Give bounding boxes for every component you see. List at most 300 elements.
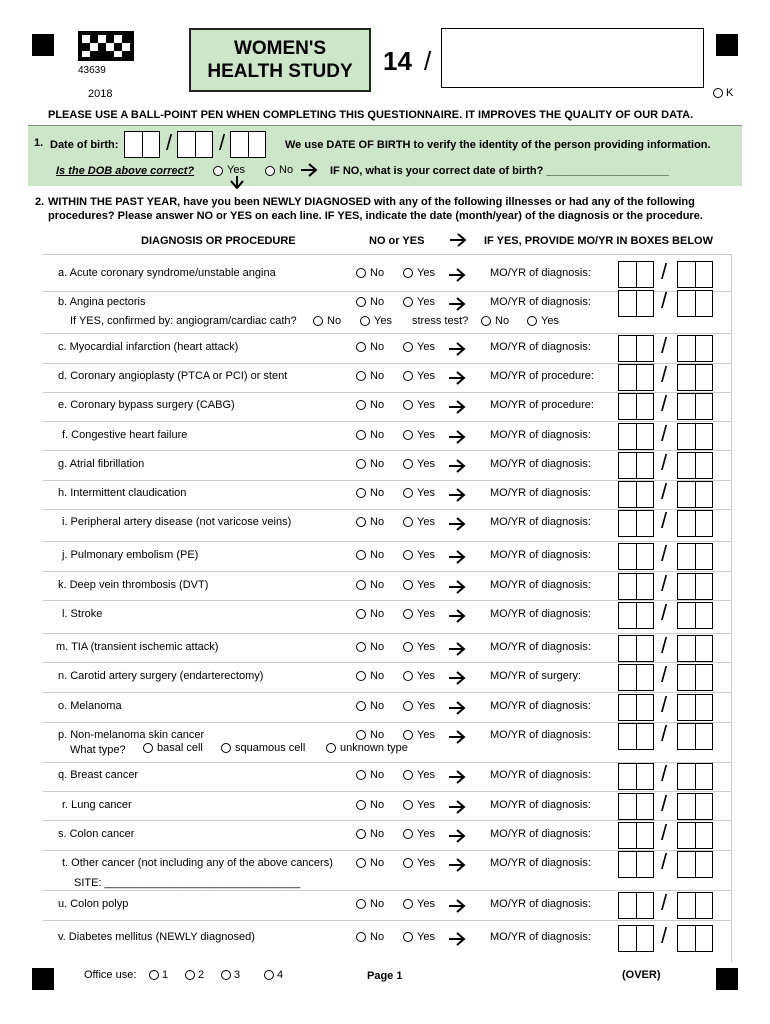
arrow-right-icon (448, 297, 466, 311)
row-no-label: No (370, 399, 385, 411)
row-yes-label: Yes (417, 769, 435, 781)
k-option-label: K (726, 87, 734, 99)
office-use-radio-3[interactable] (221, 970, 231, 980)
row-no-label: No (370, 487, 385, 499)
dob-correct-yes-radio[interactable] (213, 166, 223, 176)
row-no-label: No (370, 670, 385, 682)
row-yes-radio[interactable] (403, 268, 413, 278)
row-month-box[interactable] (618, 510, 654, 537)
row-divider (43, 692, 732, 693)
row-moyr-label: MO/YR of diagnosis: (490, 729, 591, 741)
arrow-right-icon (448, 829, 466, 843)
row-yes-label: Yes (417, 641, 435, 653)
barcode-icon (78, 31, 134, 61)
arrow-right-icon (448, 400, 466, 414)
arrow-right-icon (448, 932, 466, 946)
row-divider (43, 633, 732, 634)
row-yes-label: Yes (417, 516, 435, 528)
stress-no-label: No (495, 315, 510, 327)
row-no-radio[interactable] (356, 671, 366, 681)
row-divider (43, 333, 732, 334)
row-divider (43, 791, 732, 792)
col-header-noyes: NO or YES (369, 235, 425, 247)
row-year-box[interactable] (677, 822, 713, 849)
row-yes-radio[interactable] (403, 609, 413, 619)
angiogram-no-radio[interactable] (313, 316, 323, 326)
office-use-radio-4[interactable] (264, 970, 274, 980)
form-id: 43639 (78, 65, 106, 76)
row-divider (43, 820, 732, 821)
row-no-radio[interactable] (356, 580, 366, 590)
row-yes-radio[interactable] (403, 342, 413, 352)
row-moyr-label: MO/YR of diagnosis: (490, 828, 591, 840)
row-label: p. Non-melanoma skin cancer (58, 729, 205, 741)
row-no-label: No (370, 296, 385, 308)
row-yes-radio[interactable] (403, 671, 413, 681)
office-use-label-4: 4 (277, 969, 284, 981)
row-yes-radio[interactable] (403, 932, 413, 942)
row-no-radio[interactable] (356, 642, 366, 652)
row-no-label: No (370, 608, 385, 620)
row-year-box[interactable] (677, 393, 713, 420)
arrow-right-icon (448, 642, 466, 656)
row-moyr-label: MO/YR of diagnosis: (490, 769, 591, 781)
dob-correct-no-label: No (279, 164, 294, 176)
row-moyr-label: MO/YR of diagnosis: (490, 429, 591, 441)
row-divider (43, 890, 732, 891)
row-yes-label: Yes (417, 857, 435, 869)
row-label: i. Peripheral artery disease (not varicose veins) (62, 516, 292, 528)
stress-no-radio[interactable] (481, 316, 491, 326)
row-divider (43, 600, 732, 601)
row-no-radio[interactable] (356, 459, 366, 469)
row-yes-radio[interactable] (403, 488, 413, 498)
row-moyr-label: MO/YR of diagnosis: (490, 516, 591, 528)
row-date-slash: / (661, 692, 668, 717)
row-moyr-label: MO/YR of diagnosis: (490, 579, 591, 591)
row-yes-radio[interactable] (403, 730, 413, 740)
row-year-box[interactable] (677, 510, 713, 537)
row-moyr-label: MO/YR of procedure: (490, 370, 594, 382)
row-month-box[interactable] (618, 481, 654, 508)
row-label: a. Acute coronary syndrome/unstable angina (58, 267, 276, 279)
row-label: v. Diabetes mellitus (NEWLY diagnosed) (58, 931, 255, 943)
row-yes-radio[interactable] (403, 371, 413, 381)
row-no-radio[interactable] (356, 858, 366, 868)
angiogram-yes-label: Yes (374, 315, 392, 327)
row-moyr-label: MO/YR of diagnosis: (490, 341, 591, 353)
row-year-box[interactable] (677, 925, 713, 952)
row-month-box[interactable] (618, 664, 654, 691)
registration-mark-bottom-right (716, 968, 738, 990)
row-month-box[interactable] (618, 423, 654, 450)
row-label: t. Other cancer (not including any of the above cancers) (62, 857, 333, 869)
form-year: 2018 (88, 88, 113, 100)
row-yes-label: Yes (417, 799, 435, 811)
row-label: o. Melanoma (58, 700, 122, 712)
row-label: h. Intermittent claudication (58, 487, 187, 499)
row-no-radio[interactable] (356, 899, 366, 909)
row-yes-radio[interactable] (403, 400, 413, 410)
row-no-label: No (370, 700, 385, 712)
squamous-cell-radio[interactable] (221, 743, 231, 753)
skin-cancer-type-label: What type? (70, 744, 126, 756)
row-label: e. Coronary bypass surgery (CABG) (58, 399, 235, 411)
row-month-box[interactable] (618, 892, 654, 919)
row-date-slash: / (661, 721, 668, 746)
arrow-right-icon (448, 800, 466, 814)
title-line-1: WOMEN'S (233, 38, 327, 59)
row-divider (43, 920, 732, 921)
row-yes-radio[interactable] (403, 800, 413, 810)
row-label: q. Breast cancer (58, 769, 139, 781)
row-date-slash: / (661, 820, 668, 845)
row-divider (43, 541, 732, 542)
row-label: j. Pulmonary embolism (PE) (62, 549, 199, 561)
row-yes-label: Yes (417, 579, 435, 591)
row-moyr-label: MO/YR of diagnosis: (490, 487, 591, 499)
k-option-radio[interactable] (713, 88, 723, 98)
dob-month-box[interactable] (124, 131, 160, 158)
stress-yes-radio[interactable] (527, 316, 537, 326)
row-no-label: No (370, 370, 385, 382)
row-month-box[interactable] (618, 763, 654, 790)
row-month-box[interactable] (618, 290, 654, 317)
id-label-box[interactable] (441, 28, 704, 88)
row-yes-label: Yes (417, 608, 435, 620)
row-no-radio[interactable] (356, 488, 366, 498)
arrow-right-icon (448, 371, 466, 385)
arrow-right-icon (448, 517, 466, 531)
row-date-slash: / (661, 541, 668, 566)
row-no-label: No (370, 898, 385, 910)
row-month-box[interactable] (618, 635, 654, 662)
row-date-slash: / (661, 450, 668, 475)
row-no-radio[interactable] (356, 342, 366, 352)
arrow-down-icon (230, 175, 244, 189)
row-yes-radio[interactable] (403, 550, 413, 560)
arrow-right-icon (448, 858, 466, 872)
row-no-radio[interactable] (356, 430, 366, 440)
row-no-label: No (370, 931, 385, 943)
row-year-box[interactable] (677, 364, 713, 391)
row-month-box[interactable] (618, 925, 654, 952)
dob-correct-question: Is the DOB above correct? (56, 165, 195, 177)
row-year-box[interactable] (677, 892, 713, 919)
dob-correct-no-radio[interactable] (265, 166, 275, 176)
row-label: g. Atrial fibrillation (58, 458, 145, 470)
row-divider (43, 254, 732, 255)
row-label: l. Stroke (62, 608, 103, 620)
row-no-radio[interactable] (356, 371, 366, 381)
office-use-label-3: 3 (234, 969, 241, 981)
row-label: u. Colon polyp (58, 898, 129, 910)
row-label: m. TIA (transient ischemic attack) (56, 641, 219, 653)
row-no-label: No (370, 769, 385, 781)
arrow-right-icon (448, 671, 466, 685)
row-moyr-label: MO/YR of diagnosis: (490, 799, 591, 811)
row-date-slash: / (661, 791, 668, 816)
office-use-radio-2[interactable] (185, 970, 195, 980)
row-year-box[interactable] (677, 694, 713, 721)
arrow-right-icon (448, 268, 466, 282)
row-year-box[interactable] (677, 335, 713, 362)
cancer-site-field[interactable]: SITE: ________________________________ (74, 877, 301, 889)
row-yes-label: Yes (417, 670, 435, 682)
row-no-label: No (370, 267, 385, 279)
row-label: s. Colon cancer (58, 828, 135, 840)
arrow-right-icon (448, 701, 466, 715)
col-header-moyr: IF YES, PROVIDE MO/YR IN BOXES BELOW (484, 235, 713, 247)
row-date-slash: / (661, 508, 668, 533)
row-no-radio[interactable] (356, 297, 366, 307)
row-yes-label: Yes (417, 931, 435, 943)
row-label: r. Lung cancer (62, 799, 132, 811)
dob-day-box[interactable] (177, 131, 213, 158)
dob-label: Date of birth: (50, 139, 119, 151)
row-no-radio[interactable] (356, 400, 366, 410)
dob-slash-2: / (219, 130, 226, 155)
row-month-box[interactable] (618, 822, 654, 849)
angiogram-no-label: No (327, 315, 342, 327)
row-yes-label: Yes (417, 729, 435, 741)
row-year-box[interactable] (677, 573, 713, 600)
row-no-radio[interactable] (356, 730, 366, 740)
row-divider (43, 450, 732, 451)
row-no-label: No (370, 549, 385, 561)
form-number-slash: / (424, 46, 432, 76)
row-date-slash: / (661, 259, 668, 284)
row-no-radio[interactable] (356, 800, 366, 810)
row-month-box[interactable] (618, 452, 654, 479)
row-year-box[interactable] (677, 452, 713, 479)
row-date-slash: / (661, 633, 668, 658)
row-yes-radio[interactable] (403, 899, 413, 909)
row-no-label: No (370, 799, 385, 811)
row-date-slash: / (661, 421, 668, 446)
row-yes-label: Yes (417, 828, 435, 840)
row-yes-label: Yes (417, 458, 435, 470)
row-yes-label: Yes (417, 898, 435, 910)
row-month-box[interactable] (618, 793, 654, 820)
row-label: n. Carotid artery surgery (endarterectomy) (58, 670, 264, 682)
unknown-type-radio[interactable] (326, 743, 336, 753)
office-use-label-1: 1 (162, 969, 169, 981)
row-no-radio[interactable] (356, 609, 366, 619)
row-yes-radio[interactable] (403, 517, 413, 527)
angina-confirm-label: If YES, confirmed by: angiogram/cardiac cath? (70, 315, 297, 327)
row-year-box[interactable] (677, 664, 713, 691)
registration-mark-top-right (716, 34, 738, 56)
row-yes-radio[interactable] (403, 297, 413, 307)
row-date-slash: / (661, 288, 668, 313)
row-no-label: No (370, 579, 385, 591)
q1-number: 1. (34, 137, 44, 149)
row-yes-radio[interactable] (403, 459, 413, 469)
row-moyr-label: MO/YR of diagnosis: (490, 857, 591, 869)
row-moyr-label: MO/YR of diagnosis: (490, 458, 591, 470)
row-yes-label: Yes (417, 370, 435, 382)
basal-cell-radio[interactable] (143, 743, 153, 753)
dob-correct-yes-label: Yes (227, 164, 245, 176)
instructions: PLEASE USE A BALL-POINT PEN WHEN COMPLETING THIS QUESTIONNAIRE. IT IMPROVES THE QUALITY OF OUR DATA. (48, 109, 694, 121)
row-no-label: No (370, 341, 385, 353)
row-yes-label: Yes (417, 341, 435, 353)
page-number: Page 1 (367, 970, 403, 982)
arrow-right-icon (448, 342, 466, 356)
row-yes-radio[interactable] (403, 701, 413, 711)
office-use-label-2: 2 (198, 969, 205, 981)
row-moyr-label: MO/YR of diagnosis: (490, 641, 591, 653)
row-yes-label: Yes (417, 267, 435, 279)
row-no-label: No (370, 729, 385, 741)
row-month-box[interactable] (618, 393, 654, 420)
row-moyr-label: MO/YR of diagnosis: (490, 296, 591, 308)
row-year-box[interactable] (677, 543, 713, 570)
row-month-box[interactable] (618, 261, 654, 288)
row-date-slash: / (661, 923, 668, 948)
row-yes-radio[interactable] (403, 858, 413, 868)
row-yes-label: Yes (417, 296, 435, 308)
row-no-radio[interactable] (356, 701, 366, 711)
row-date-slash: / (661, 761, 668, 786)
row-moyr-label: MO/YR of diagnosis: (490, 267, 591, 279)
row-moyr-label: MO/YR of procedure: (490, 399, 594, 411)
row-no-label: No (370, 828, 385, 840)
arrow-right-icon (448, 770, 466, 784)
row-year-box[interactable] (677, 481, 713, 508)
col-header-diagnosis: DIAGNOSIS OR PROCEDURE (141, 235, 296, 247)
row-date-slash: / (661, 662, 668, 687)
row-no-label: No (370, 641, 385, 653)
row-moyr-label: MO/YR of diagnosis: (490, 898, 591, 910)
dob-note: We use DATE OF BIRTH to verify the identity of the person providing information. (285, 139, 711, 151)
arrow-right-icon (448, 609, 466, 623)
arrow-right-icon (448, 430, 466, 444)
row-no-radio[interactable] (356, 932, 366, 942)
row-date-slash: / (661, 362, 668, 387)
row-moyr-label: MO/YR of diagnosis: (490, 549, 591, 561)
row-moyr-label: MO/YR of diagnosis: (490, 700, 591, 712)
row-year-box[interactable] (677, 723, 713, 750)
study-title-box (189, 28, 371, 92)
row-moyr-label: MO/YR of diagnosis: (490, 608, 591, 620)
stress-yes-label: Yes (541, 315, 559, 327)
row-yes-radio[interactable] (403, 580, 413, 590)
row-yes-label: Yes (417, 549, 435, 561)
q2-text: WITHIN THE PAST YEAR, have you been NEWLY DIAGNOSED with any of the following illnesses or had any of the following procedures? Please answer NO or YES on each line. IF YES, indicate the date (month/year) of the diagnosis or the procedure. (48, 196, 703, 222)
arrow-right-icon (448, 580, 466, 594)
row-year-box[interactable] (677, 602, 713, 629)
row-no-label: No (370, 857, 385, 869)
form-number: 14 (383, 46, 412, 76)
office-use-radio-1[interactable] (149, 970, 159, 980)
row-month-box[interactable] (618, 335, 654, 362)
over-label: (OVER) (622, 969, 661, 981)
arrow-right-icon (448, 488, 466, 502)
row-date-slash: / (661, 600, 668, 625)
row-no-radio[interactable] (356, 550, 366, 560)
row-month-box[interactable] (618, 364, 654, 391)
row-label: d. Coronary angioplasty (PTCA or PCI) or stent (58, 370, 288, 382)
dob-year-box[interactable] (230, 131, 266, 158)
row-month-box[interactable] (618, 694, 654, 721)
row-moyr-label: MO/YR of diagnosis: (490, 931, 591, 943)
row-date-slash: / (661, 333, 668, 358)
row-no-radio[interactable] (356, 770, 366, 780)
office-use-label: Office use: (84, 969, 137, 981)
squamous-cell-label: squamous cell (235, 742, 306, 754)
title-line-2: HEALTH STUDY (207, 61, 353, 82)
arrow-right-icon (448, 459, 466, 473)
correct-dob-prompt: IF NO, what is your correct date of birth? ____________________ (330, 165, 669, 177)
row-date-slash: / (661, 571, 668, 596)
arrow-right-icon (448, 730, 466, 744)
row-yes-radio[interactable] (403, 829, 413, 839)
row-month-box[interactable] (618, 851, 654, 878)
stress-test-label: stress test? (412, 315, 469, 327)
row-year-box[interactable] (677, 423, 713, 450)
unknown-type-label: unknown type (340, 742, 408, 754)
row-no-label: No (370, 516, 385, 528)
row-month-box[interactable] (618, 602, 654, 629)
row-no-radio[interactable] (356, 268, 366, 278)
basal-cell-label: basal cell (157, 742, 203, 754)
registration-mark-bottom-left (32, 968, 54, 990)
row-yes-radio[interactable] (403, 642, 413, 652)
row-yes-label: Yes (417, 429, 435, 441)
row-date-slash: / (661, 391, 668, 416)
row-year-box[interactable] (677, 793, 713, 820)
angiogram-yes-radio[interactable] (360, 316, 370, 326)
row-label: b. Angina pectoris (58, 296, 146, 308)
row-divider (43, 421, 732, 422)
row-label: c. Myocardial infarction (heart attack) (58, 341, 239, 353)
arrow-right-icon (448, 899, 466, 913)
row-yes-label: Yes (417, 700, 435, 712)
row-yes-label: Yes (417, 487, 435, 499)
row-date-slash: / (661, 890, 668, 915)
row-month-box[interactable] (618, 543, 654, 570)
row-yes-radio[interactable] (403, 770, 413, 780)
row-year-box[interactable] (677, 261, 713, 288)
row-label: f. Congestive heart failure (62, 429, 188, 441)
row-no-radio[interactable] (356, 829, 366, 839)
row-no-radio[interactable] (356, 517, 366, 527)
arrow-right-icon (300, 163, 318, 177)
row-year-box[interactable] (677, 635, 713, 662)
q2-question (35, 195, 735, 223)
row-month-box[interactable] (618, 723, 654, 750)
row-year-box[interactable] (677, 763, 713, 790)
arrow-right-icon (448, 550, 466, 564)
row-no-label: No (370, 458, 385, 470)
row-divider (43, 571, 732, 572)
row-label: k. Deep vein thrombosis (DVT) (58, 579, 209, 591)
row-month-box[interactable] (618, 573, 654, 600)
row-date-slash: / (661, 849, 668, 874)
q2-number: 2. (35, 196, 45, 208)
row-date-slash: / (661, 479, 668, 504)
row-year-box[interactable] (677, 851, 713, 878)
row-moyr-label: MO/YR of surgery: (490, 670, 582, 682)
row-year-box[interactable] (677, 290, 713, 317)
row-yes-radio[interactable] (403, 430, 413, 440)
registration-mark-top-left (32, 34, 54, 56)
row-divider (43, 662, 732, 663)
dob-slash-1: / (166, 130, 173, 155)
row-yes-label: Yes (417, 399, 435, 411)
